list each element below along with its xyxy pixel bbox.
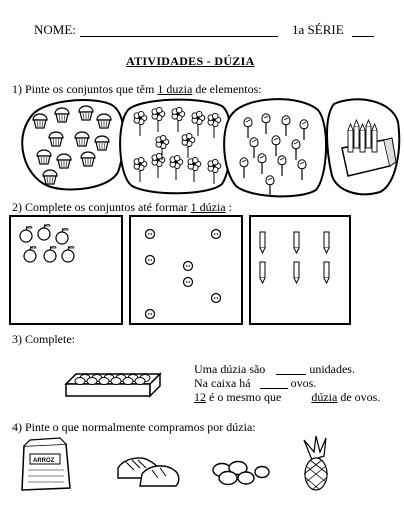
cupcake-icon	[43, 170, 57, 184]
answer-field-dozen[interactable]	[316, 402, 334, 403]
grade-label: 1a SÉRIE	[292, 22, 344, 37]
set-cupcakes-blob	[22, 100, 124, 189]
q1-instruction: 1) Pinte os conjuntos que têm 1 duzia de elementos:	[12, 82, 262, 96]
pencil-icon	[324, 262, 329, 283]
pencil-icon	[324, 232, 329, 253]
answer-field-eggs[interactable]	[260, 388, 288, 389]
button-icon	[184, 278, 193, 287]
pencil-icon	[354, 120, 359, 148]
button-icon	[184, 262, 193, 271]
rice-bag-label: ARROZ	[33, 458, 55, 464]
name-label: NOME:	[34, 22, 76, 37]
cupcake-icon	[33, 114, 47, 128]
egg-carton-icon	[66, 374, 160, 396]
pencil-icon	[260, 232, 265, 253]
cupcake-icon	[79, 106, 93, 120]
button-icon	[146, 256, 155, 265]
pencil-icon	[294, 232, 299, 253]
cupcake-icon	[49, 132, 63, 146]
cupcake-icon	[97, 114, 111, 128]
pencil-icon	[348, 124, 353, 152]
pencil-icon	[366, 120, 371, 148]
egg-icon	[99, 378, 109, 385]
pencil-icon	[260, 262, 265, 283]
cupcake-icon	[37, 150, 51, 164]
egg-icon	[75, 378, 85, 385]
q3-line3: 12 é o mesmo que dúzia de ovos.	[194, 390, 381, 404]
q3-line1: Uma dúzia são unidades.	[194, 362, 355, 376]
q3-line2: Na caixa há ovos.	[194, 376, 317, 390]
cupcake-icon	[75, 132, 89, 146]
q4-instruction: 4) Pinte o que normalmente compramos por dúzia:	[12, 420, 256, 434]
pencil-icon	[372, 124, 377, 152]
button-icon	[212, 230, 221, 239]
pineapple-icon	[304, 436, 328, 490]
q2-instruction: 2) Complete os conjuntos até formar 1 dúzia :	[12, 200, 232, 214]
button-icon	[146, 230, 155, 239]
shoes-icon	[118, 458, 179, 486]
rice-bag-icon	[22, 438, 70, 490]
egg-icon	[135, 378, 145, 385]
cupcake-icon	[55, 108, 69, 122]
eggs-group-icon	[213, 462, 269, 485]
answer-field-units[interactable]	[276, 374, 306, 375]
egg-icon	[123, 378, 133, 385]
cupcake-icon	[95, 136, 109, 150]
button-icon	[212, 294, 221, 303]
cupcake-icon	[57, 154, 71, 168]
egg-icon	[111, 378, 121, 385]
pencil-icon	[360, 124, 365, 152]
q3-title: 3) Complete:	[12, 332, 75, 346]
set-roses-blob	[224, 99, 326, 196]
egg-icon	[87, 378, 97, 385]
page-title: ATIVIDADES - DÚZIA	[126, 54, 255, 68]
pencil-icon	[294, 262, 299, 283]
cupcake-icon	[81, 152, 95, 166]
button-icon	[146, 310, 155, 319]
